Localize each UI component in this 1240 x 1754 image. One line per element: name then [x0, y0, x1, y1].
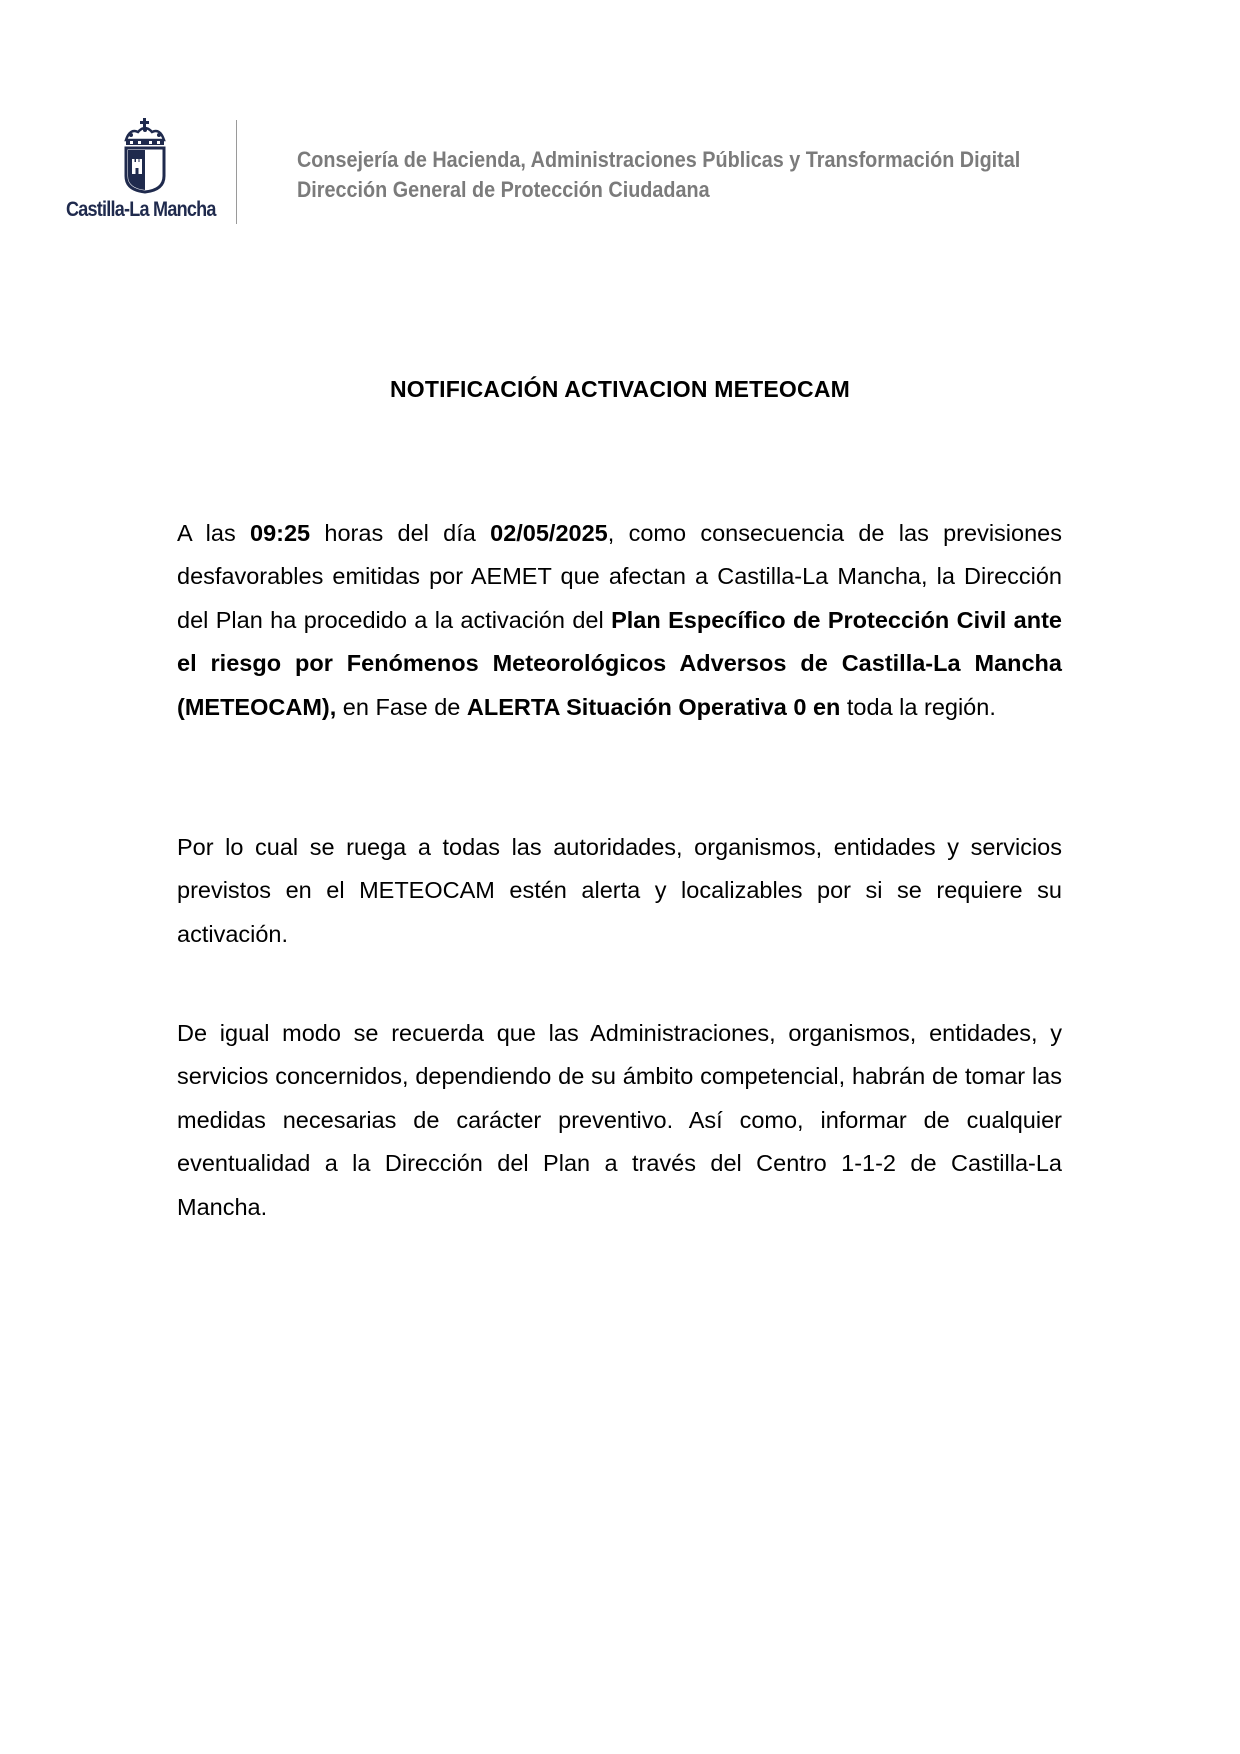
text-segment: toda la región. — [840, 693, 996, 720]
department-name: Consejería de Hacienda, Administraciones Públicas y Transformación Digital — [297, 147, 1021, 172]
paragraph-request: Por lo cual se ruega a todas las autoridades, organismos, entidades y servicios previstos en el METEOCAM estén alerta y localizables por si se requiere su activación. — [177, 834, 1062, 947]
header-divider — [236, 120, 237, 224]
header-institution — [297, 145, 1020, 205]
text-segment: , como consecuencia de las previsiones desfavorables emitidas por AEMET que afectan a Castilla-La Mancha, la Dirección del Plan ha procedido a la activación del — [177, 520, 1062, 633]
castilla-la-mancha-logo — [66, 118, 226, 228]
document-header — [0, 0, 1240, 230]
text-segment: horas del día — [310, 520, 491, 546]
castle-crown-emblem-icon — [122, 118, 168, 194]
text-segment: en Fase de — [336, 693, 467, 720]
paragraph-activation — [177, 512, 1062, 729]
paragraph-reminder: De igual modo se recuerda que las Administraciones, organismos, entidades, y servicios concernidos, dependiendo de su ámbito competencial, habrán de tomar las medidas necesarias de carácter preventivo. Así como, informar de cualquier eventualidad a la Dirección del Plan a través del Centro 1-1-2 de Castilla-La Mancha. — [177, 1020, 1062, 1220]
plan-name: Plan Específico de Protección Civil ante el riesgo por Fenómenos Meteorológicos Adversos de Castilla-La Mancha (METEOCAM), — [177, 606, 1063, 720]
activation-date: 02/05/2025 — [490, 520, 608, 546]
text-segment: A las — [177, 520, 251, 546]
directorate-name: Dirección General de Protección Ciudadana — [297, 177, 710, 202]
alert-phase: ALERTA Situación Operativa 0 en — [466, 693, 841, 720]
document-title: NOTIFICACIÓN ACTIVACION METEOCAM — [390, 376, 850, 402]
logo-wordmark: Castilla-La Mancha — [66, 198, 216, 221]
activation-time: 09:25 — [250, 520, 311, 546]
